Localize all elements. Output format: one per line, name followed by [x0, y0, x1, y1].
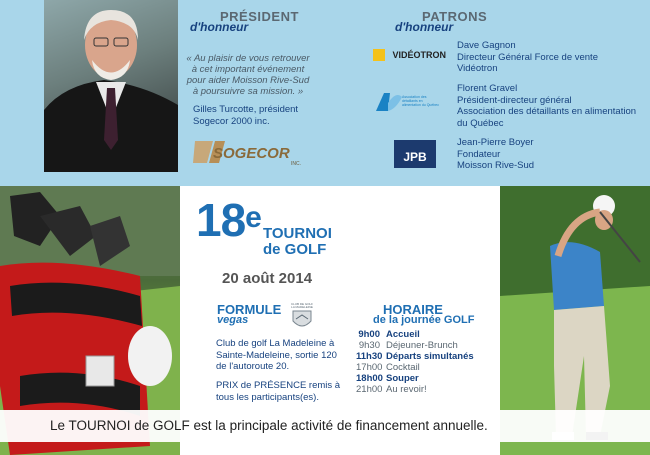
patron-line: Fondateur: [457, 148, 501, 160]
club-crest-text: CLUB DE GOLF LA MADELEINE: [290, 302, 313, 309]
location-line: Club de golf La Madeleine à: [216, 338, 335, 349]
patron-jpb-info: [457, 137, 534, 172]
patron-line: Florent Gravel: [457, 83, 518, 94]
edition-suffix: e: [245, 201, 261, 234]
location-line: de l'autoroute 20.: [216, 361, 290, 372]
patron-ada-info: [457, 83, 636, 129]
prix-presence: [216, 380, 340, 403]
formule-title: FORMULE: [217, 302, 282, 317]
sogecor-logo-text: SOGECOR: [213, 145, 290, 162]
schedule-item: 17h00 Cocktail: [356, 362, 420, 373]
edition-number: [196, 194, 261, 246]
footer-banner: [0, 410, 650, 442]
event-title-line1: TOURNOI: [263, 225, 332, 242]
location-line: Sainte-Madeleine, sortie 120: [216, 349, 337, 361]
schedule-item: 11h30 Départs simultanés: [356, 351, 474, 362]
patron-line: Moisson Rive-Sud: [457, 160, 535, 171]
president-company: Sogecor 2000 inc.: [193, 116, 270, 127]
jpb-logo: JPB: [394, 140, 436, 168]
schedule-item: 9h00 Accueil: [358, 329, 420, 340]
horaire-subtitle: de la journée GOLF: [373, 314, 475, 326]
patron-line: Dave Gagnon: [457, 40, 516, 51]
patron-line: Jean-Pierre Boyer: [457, 137, 534, 148]
president-name: Gilles Turcotte, président: [193, 104, 299, 115]
formule-subtitle: vegas: [217, 314, 249, 326]
event-date: 20 août 2014: [222, 270, 313, 287]
videotron-logo-text: VIDÉOTRON: [392, 49, 446, 60]
ada-logo-text: Association des détaillants en alimentation du Québec: [402, 95, 439, 107]
golf-location: [216, 338, 337, 373]
patron-line: du Québec: [457, 117, 504, 129]
prix-line: PRIX de PRÉSENCE remis à: [216, 380, 341, 391]
schedule-item: 9h30 Déjeuner-Brunch: [358, 340, 458, 351]
videotron-mark-icon: [373, 49, 385, 61]
ada-logo: [374, 89, 438, 113]
sogecor-logo: [193, 137, 303, 167]
patron-line: Directeur Général Force de vente: [457, 51, 598, 63]
president-quote: « Au plaisir de vous retrouver à cet important événement pour aider Moisson Rive-Sud à poursuivre sa mission. »: [186, 53, 310, 97]
patron-videotron-info: [457, 40, 598, 75]
edition-number-value: 18: [196, 194, 246, 246]
patron-line: Président-directeur général: [457, 94, 572, 106]
patrons-subheading: d'honneur: [395, 20, 454, 34]
horaire-title: HORAIRE: [383, 302, 443, 317]
patron-line: Vidéotron: [457, 63, 498, 74]
footer-text: Le TOURNOI de GOLF est la principale activité de financement annuelle.: [50, 418, 488, 433]
club-crest-icon: [291, 303, 313, 331]
prix-line: tous les participants(es).: [216, 391, 319, 403]
president-photo: [44, 0, 178, 172]
patron-line: Association des détaillants en alimentation: [457, 106, 637, 117]
schedule-list: [356, 329, 474, 395]
patrons-heading: PATRONS: [422, 9, 488, 24]
schedule-item: 18h00 Souper: [356, 373, 419, 384]
event-title-line2: de GOLF: [263, 241, 327, 258]
sogecor-logo-inc: INC.: [291, 161, 301, 167]
schedule-item: 21h00 Au revoir!: [356, 384, 427, 395]
president-heading: PRÉSIDENT: [220, 9, 299, 24]
president-subheading: d'honneur: [190, 20, 249, 34]
videotron-logo: [373, 46, 448, 64]
